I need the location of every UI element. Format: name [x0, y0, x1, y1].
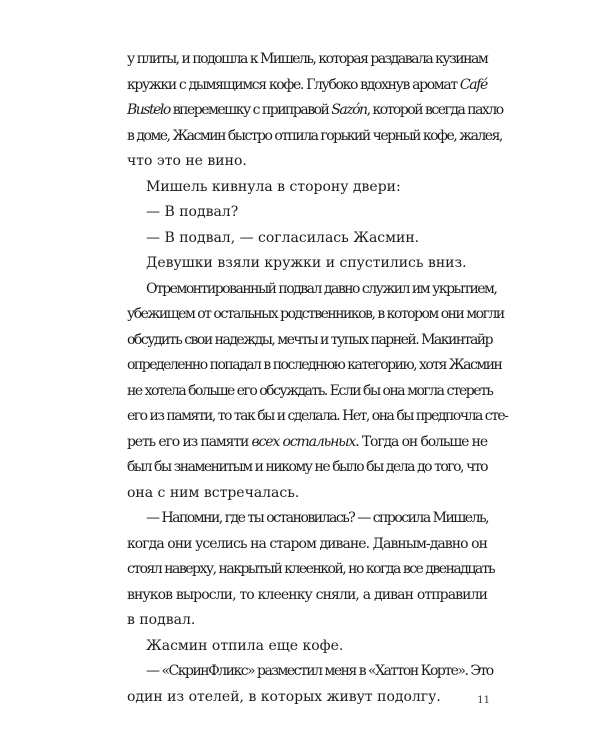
text-run: кружки с дымящимся кофе. Глубоко вдохнув аромат: [127, 76, 460, 93]
text-line: [127, 506, 487, 532]
paragraph: [127, 251, 487, 277]
text-line: [127, 481, 487, 507]
text-run: убежищем от остальных родственников, в котором они могли: [127, 306, 504, 322]
text-line: [127, 73, 487, 99]
text-run: Отремонтированный подвал давно служил им укрытием,: [146, 280, 497, 297]
text-line: [127, 277, 497, 303]
text-run: Девушки взяли кружки и спустились вниз.: [146, 255, 467, 271]
text-run: был бы знаменитым и никому не было бы дела до того, что: [127, 459, 487, 475]
text-run: у плиты, и подошла к Мишель, которая раздавала кузинам: [127, 51, 488, 67]
text-run: обсудить свои надежды, мечты и тупых парней. Макинтайр: [127, 331, 493, 348]
text-line: [127, 200, 487, 226]
text-line: [127, 47, 487, 73]
text-run: в подвал.: [127, 612, 196, 628]
paragraph: [127, 47, 503, 175]
text-line: [127, 659, 493, 685]
text-run: реть его из памяти: [127, 433, 252, 450]
text-line: [127, 557, 495, 583]
text-run: — «СкринФликс» разместил меня в «Хаттон Корте». Это: [146, 663, 493, 679]
text-run: Жасмин отпила еще кофе.: [146, 637, 344, 654]
text-run: , которой всегда пахло: [366, 102, 503, 118]
text-run: в доме, Жасмин быстро отпила горький черный кофе, жалея,: [127, 127, 502, 144]
text-run: что это не вино.: [127, 153, 247, 169]
page-number: 11: [477, 695, 490, 706]
text-run: — Напомни, где ты остановилась? — спросила Мишель,: [146, 510, 489, 526]
text-run: определенно попадал в последнюю категорию, хотя Жасмин: [127, 357, 502, 373]
text-line: [127, 328, 493, 354]
text-line: [127, 430, 487, 456]
text-run: один из отелей, в которых живут подолгу.: [127, 688, 441, 705]
paragraph: [127, 277, 508, 507]
paragraph: [127, 659, 493, 710]
text-run: внуков выросли, то клеенку сняли, а диван отправили: [127, 586, 487, 603]
text-line: [127, 404, 508, 430]
text-run: когда они уселись на старом диване. Давным-давно он: [127, 535, 487, 552]
text-line: [127, 124, 502, 150]
text-run: его из памяти, то так бы и сделала. Нет, она бы предпочла сте-: [127, 408, 508, 424]
text-line: [127, 532, 487, 558]
text-run: — В подвал?: [146, 204, 239, 220]
text-line: [127, 149, 487, 175]
italic-text: Café: [459, 76, 487, 93]
text-line: [127, 634, 487, 660]
paragraph: [127, 634, 487, 660]
text-run: . Тогда он больше не: [355, 433, 487, 450]
text-line: [127, 379, 493, 405]
text-line: [127, 251, 487, 277]
text-line: [127, 583, 487, 609]
text-run: она с ним встречалась.: [127, 484, 300, 501]
text-run: Мишель кивнула в сторону двери:: [146, 178, 401, 195]
paragraph: [127, 175, 487, 201]
italic-text: Sazón: [331, 102, 367, 118]
text-run: — В подвал, — согласилась Жасмин.: [146, 229, 420, 246]
text-run: вперемешку с приправой: [169, 102, 332, 118]
text-run: стоял наверху, накрытый клеенкой, но когда все двенадцать: [127, 561, 495, 577]
paragraph: [127, 200, 487, 226]
text-line: [127, 685, 487, 711]
paragraph: [127, 226, 487, 252]
text-line: [127, 353, 502, 379]
italic-text: всех остальных: [251, 433, 356, 450]
text-line: [127, 302, 504, 328]
text-line: [127, 175, 487, 201]
text-line: [127, 226, 487, 252]
text-line: [127, 455, 487, 481]
paragraph: [127, 506, 495, 634]
text-run: не хотела больше его обсуждать. Если бы она могла стереть: [127, 382, 493, 399]
text-line: [127, 608, 487, 634]
body-text: [127, 47, 508, 710]
italic-text: Bustelo: [127, 102, 170, 118]
text-line: [127, 98, 503, 124]
